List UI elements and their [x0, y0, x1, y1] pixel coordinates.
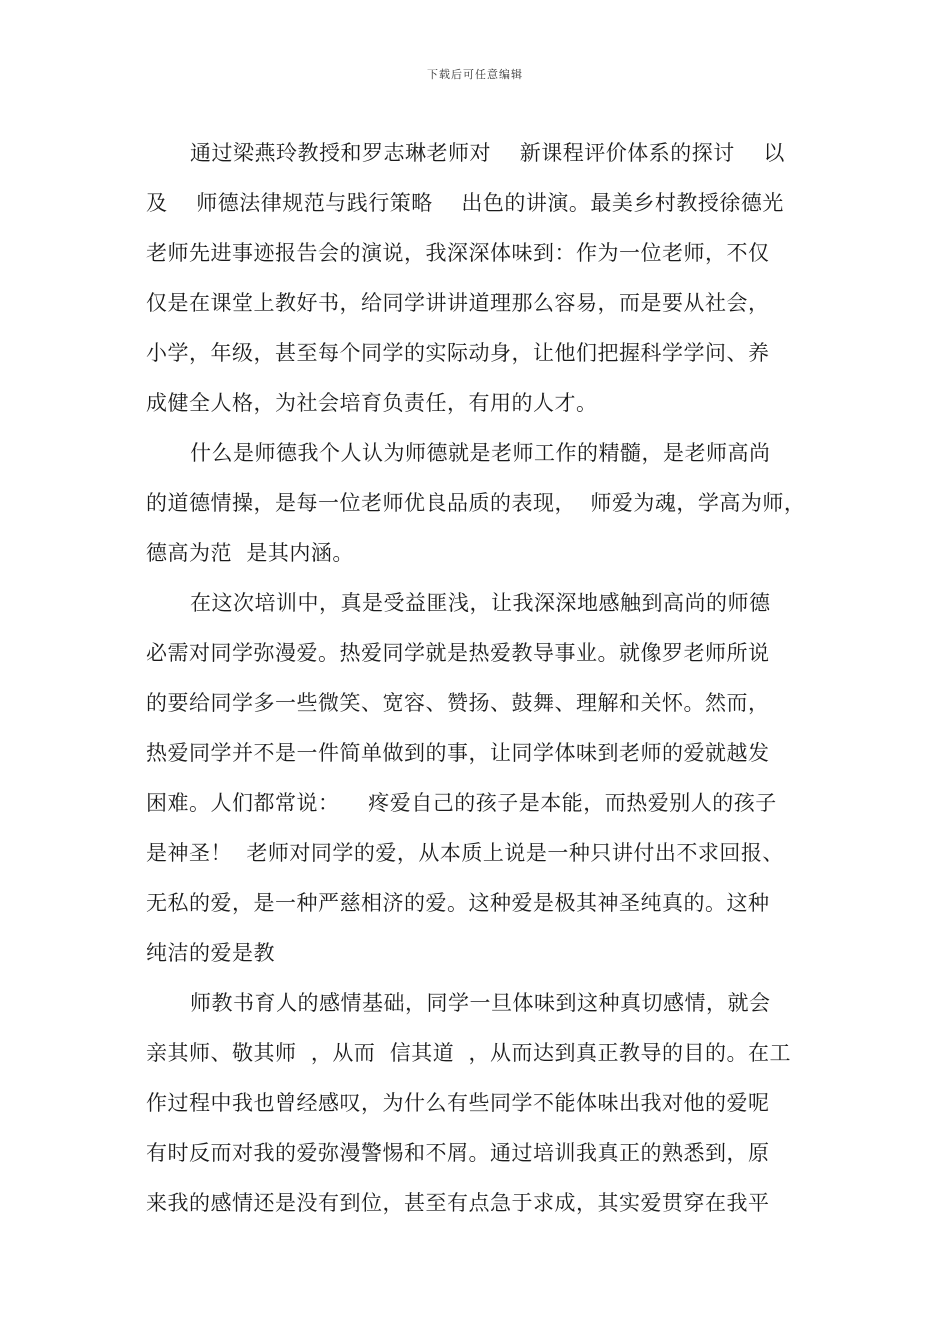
- document-body: [146, 128, 822, 1228]
- paragraph-line: 老师先进事迹报告会的演说，我深深体味到：作为一位老师，不仅: [146, 241, 770, 265]
- paragraph-line: 的道德情操，是每一位老师优良品质的表现， 师爱为魂，学高为师，: [146, 491, 806, 515]
- paragraph-line: 及 师德法律规范与践行策略 出色的讲演。最美乡村教授徐德光: [146, 191, 784, 215]
- paragraph-line: 来我的感情还是没有到位，甚至有点急于求成，其实爱贯穿在我平: [146, 1191, 770, 1215]
- paragraph-line: 在这次培训中，真是受益匪浅，让我深深地感触到高尚的师德: [190, 591, 771, 615]
- paragraph-line: 德高为范 是其内涵。: [146, 541, 354, 565]
- paragraph-line: 热爱同学并不是一件简单做到的事，让同学体味到老师的爱就越发: [146, 741, 770, 765]
- paragraph-line: 必需对同学弥漫爱。热爱同学就是热爱教导事业。就像罗老师所说: [146, 641, 770, 665]
- paragraph-3: [146, 578, 822, 978]
- paragraph-line: 通过梁燕玲教授和罗志琳老师对 新课程评价体系的探讨 以: [190, 141, 785, 165]
- paragraph-line: 无私的爱，是一种严慈相济的爱。这种爱是极其神圣纯真的。这种: [146, 891, 770, 915]
- paragraph-2: [146, 428, 822, 578]
- paragraph-line: 困难。人们都常说： 疼爱自己的孩子是本能，而热爱别人的孩子: [146, 791, 777, 815]
- paragraph-1: [146, 128, 822, 428]
- paragraph-4: [146, 978, 822, 1228]
- paragraph-line: 成健全人格，为社会培育负责任，有用的人才。: [146, 391, 598, 415]
- paragraph-line: 小学，年级，甚至每个同学的实际动身，让他们把握科学学问、养: [146, 341, 770, 365]
- paragraph-line: 作过程中我也曾经感叹，为什么有些同学不能体味出我对他的爱呢: [146, 1091, 770, 1115]
- paragraph-line: 亲其师、敬其师 ，从而 信其道 ，从而达到真正教导的目的。在工: [146, 1041, 792, 1065]
- paragraph-line: 有时反而对我的爱弥漫警惕和不屑。通过培训我真正的熟悉到，原: [146, 1141, 770, 1165]
- paragraph-line: 是神圣！ 老师对同学的爱，从本质上说是一种只讲付出不求回报、: [146, 841, 784, 865]
- paragraph-line: 师教书育人的感情基础，同学一旦体味到这种真切感情，就会: [190, 991, 771, 1015]
- paragraph-line: 仅是在课堂上教好书，给同学讲讲道理那么容易，而是要从社会，: [146, 291, 770, 315]
- page-header: 下载后可任意编辑: [427, 68, 523, 81]
- paragraph-line: 纯洁的爱是教: [146, 941, 275, 965]
- paragraph-line: 的要给同学多一些微笑、宽容、赞扬、鼓舞、理解和关怀。然而，: [146, 691, 770, 715]
- paragraph-line: 什么是师德我个人认为师德就是老师工作的精髓，是老师高尚: [190, 441, 771, 465]
